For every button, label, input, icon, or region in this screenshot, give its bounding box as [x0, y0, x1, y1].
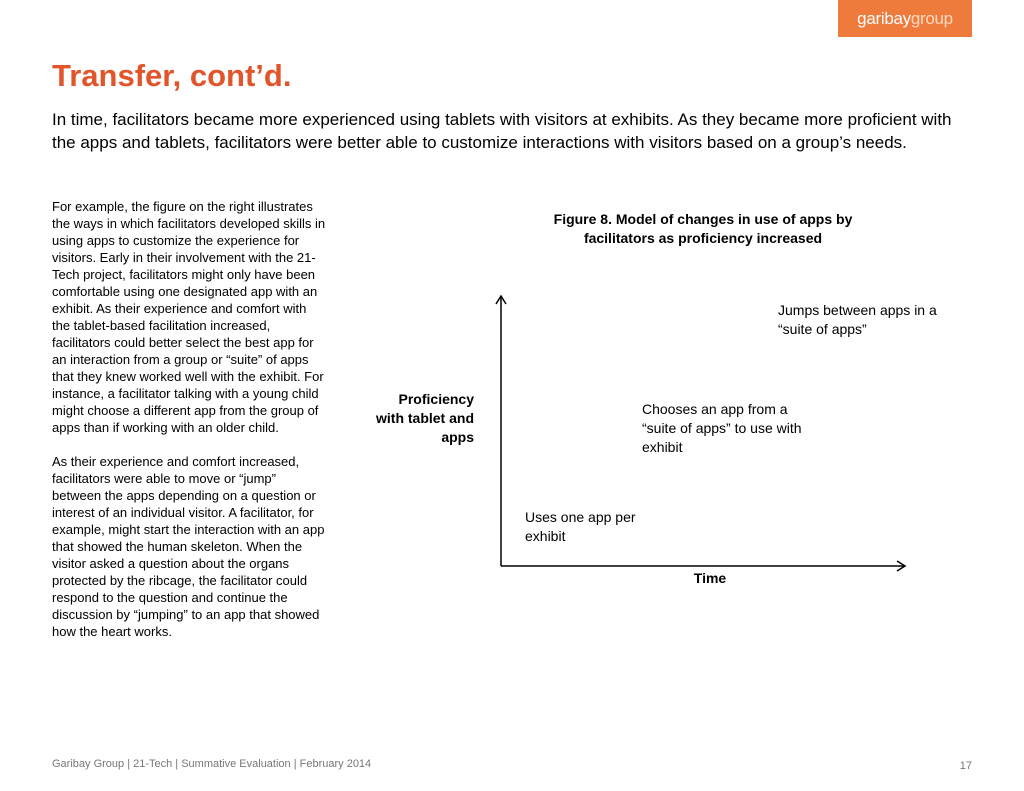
- body-paragraph-2: As their experience and comfort increased, facilitators were able to move or “jump” between the apps depending on a question or interest of an individual visitor. A facilitator, for example, might start the interaction with an app that showed the human skeleton. When the visitor asked a question about the organs protected by the ribcage, the facilitator could respond to the question and continue the discussion by “jumping” to an app that showed how the heart works.: [52, 454, 325, 639]
- intro-paragraph: In time, facilitators became more experienced using tablets with visitors at exhibits. As they became more proficient with the apps and tablets, facilitators were better able to customize interactions with visitors based on a group’s needs.: [52, 110, 952, 152]
- logo-text-group: group: [910, 9, 953, 28]
- page-title: Transfer, cont’d.: [52, 58, 292, 93]
- stage-label-jump-apps: Jumps between apps in a “suite of apps”: [778, 302, 937, 337]
- y-axis-label: Proficiency with tablet and apps: [376, 391, 474, 445]
- footer-text: Garibay Group | 21-Tech | Summative Evaluation | February 2014: [52, 758, 372, 770]
- x-axis-label: Time: [693, 570, 727, 586]
- page-number: 17: [959, 760, 972, 772]
- stage-label-one-app: Uses one app per exhibit: [525, 509, 636, 544]
- logo-text-garibay: garibay: [857, 9, 911, 28]
- stage-label-choose-app: Chooses an app from a “suite of apps” to use with exhibit: [642, 401, 802, 455]
- body-paragraph-1: For example, the figure on the right illustrates the ways in which facilitators developed skills in using apps to customize the experience for visitors. Early in their involvement with the 21-Tech project, facilitators might only have been comfortable using one designated app with an exhibit. As their experience and comfort with the tablet-based facilitation increased, facilitators could better select the best app for an interaction from a group or “suite” of apps that they knew worked well with the exhibit. For instance, a facilitator talking with a young child might choose a different app from the group of apps than if working with an older child.: [52, 199, 326, 435]
- figure-title: Figure 8. Model of changes in use of apps by facilitators as proficiency increased: [553, 211, 853, 246]
